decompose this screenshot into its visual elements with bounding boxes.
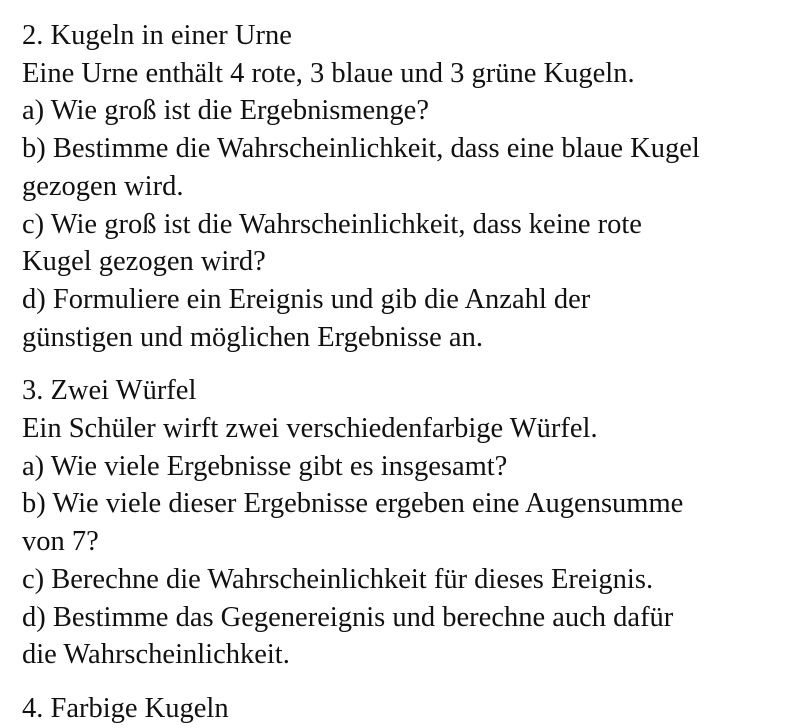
exercise-2-line-7: d) Formuliere ein Ereignis und gib die Anzahl der bbox=[22, 283, 591, 315]
exercise-3-line-7: die Wahrscheinlichkeit. bbox=[22, 639, 290, 671]
exercise-2-line-4: gezogen wird. bbox=[22, 170, 184, 202]
exercise-2-line-2: a) Wie groß ist die Ergebnismenge? bbox=[22, 95, 429, 127]
exercise-3 bbox=[22, 372, 792, 674]
exercise-3-line-1: Ein Schüler wirft zwei verschiedenfarbige Würfel. bbox=[22, 413, 598, 445]
exercise-3-title: 3. Zwei Würfel bbox=[22, 375, 197, 407]
exercise-2-line-3: b) Bestimme die Wahrscheinlichkeit, dass eine blaue Kugel bbox=[22, 133, 700, 165]
exercise-4 bbox=[22, 690, 792, 728]
exercise-2-line-5: c) Wie groß ist die Wahrscheinlichkeit, dass keine rote bbox=[22, 208, 642, 240]
exercise-3-line-5: c) Berechne die Wahrscheinlichkeit für dieses Ereignis. bbox=[22, 563, 654, 595]
exercise-2-line-6: Kugel gezogen wird? bbox=[22, 246, 266, 278]
exercise-2-title: 2. Kugeln in einer Urne bbox=[22, 20, 292, 51]
exercise-2 bbox=[22, 17, 792, 356]
exercise-3-line-4: von 7? bbox=[22, 526, 99, 558]
exercise-2-line-1: Eine Urne enthält 4 rote, 3 blaue und 3 grüne Kugeln. bbox=[22, 57, 635, 89]
exercise-3-line-2: a) Wie viele Ergebnisse gibt es insgesamt? bbox=[22, 450, 508, 482]
worksheet-page bbox=[22, 17, 792, 728]
exercise-4-title: 4. Farbige Kugeln bbox=[22, 692, 229, 724]
exercise-3-line-3: b) Wie viele dieser Ergebnisse ergeben eine Augensumme bbox=[22, 488, 684, 520]
exercise-2-line-8: günstigen und möglichen Ergebnisse an. bbox=[22, 321, 483, 353]
exercise-3-line-6: d) Bestimme das Gegenereignis und berechne auch dafür bbox=[22, 601, 674, 633]
